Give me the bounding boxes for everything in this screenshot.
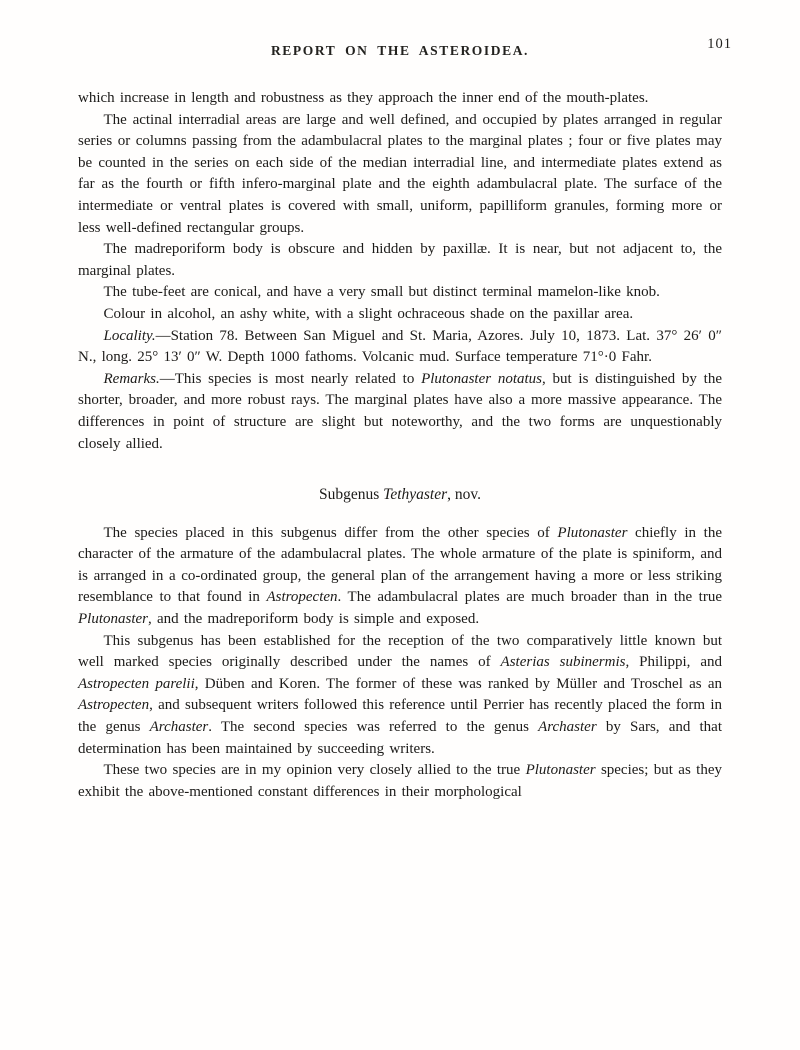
text-run: , Philippi, and: [625, 654, 722, 671]
italic-run: Archaster: [149, 719, 209, 736]
paragraph: [78, 304, 722, 326]
italic-run: Plutonaster: [525, 762, 596, 779]
paragraph: [78, 369, 722, 455]
text-run: , nov.: [447, 486, 482, 504]
page-body: [78, 88, 722, 803]
italic-run: Astropecten: [78, 697, 150, 714]
italic-run: Archaster: [538, 719, 597, 736]
paragraph: [78, 282, 722, 304]
text-run: species; but as they exhibit the above-mentioned constant differences in their morphological: [78, 762, 722, 800]
text-run: The actinal interradial areas are large and well defined, and occupied by plates arranged in regular series or columns passing from the adambulacral plates to the marginal plates ; four or five plates may be counted in the series on each side of the median interradial line, and intermediate plates extend as far as the fourth or fifth infero-marginal plate and the eighth adambulacral plate. The surface of the intermediate or ventral plates is covered with small, uniform, papilliform granules, forming more or less well-defined rectangular groups.: [78, 111, 722, 236]
italic-run: Asterias subinermis: [500, 654, 626, 671]
paragraph: [78, 326, 722, 369]
paragraph: [78, 523, 722, 631]
text-run: , Düben and Koren. The former of these was ranked by Müller and Troschel as an: [194, 675, 722, 692]
page-number: 101: [707, 36, 732, 52]
paragraph: [78, 239, 722, 282]
text-run: These two species are in my opinion very closely allied to the true: [103, 762, 526, 779]
paragraph: [78, 631, 722, 761]
italic-run: Astropecten parelii: [78, 675, 195, 692]
paragraph: [78, 88, 722, 110]
text-run: The tube-feet are conical, and have a very small but distinct terminal mamelon-like knob.: [103, 284, 660, 301]
text-run: which increase in length and robustness as they approach the inner end of the mouth-plates.: [78, 90, 649, 106]
italic-run: Plutonaster notatus: [421, 370, 543, 387]
text-run: Subgenus: [318, 486, 384, 504]
italic-run: Remarks.: [103, 370, 160, 387]
text-run: The madreporiform body is obscure and hidden by paxillæ. It is near, but not adjacent to, the marginal plates.: [78, 241, 722, 279]
text-run: The species placed in this subgenus differ from the other species of: [103, 524, 558, 541]
italic-run: Plutonaster: [78, 611, 148, 628]
italic-run: Astropecten: [266, 589, 338, 606]
text-run: chiefly in the character of the armature of the adambulacral plates. The whole armature of the plate is spiniform, and is arranged in a co-ordinated group, the general plan of the arrangement having a more or less striking resemblance to that found in: [78, 524, 722, 606]
text-run: , and the madreporiform body is simple and exposed.: [148, 611, 480, 628]
page-header: [78, 36, 732, 64]
paragraph: [78, 110, 722, 240]
italic-run: Tethyaster: [383, 486, 448, 504]
text-run: Colour in alcohol, an ashy white, with a slight ochraceous shade on the paxillar area.: [103, 305, 634, 322]
text-run: —Station 78. Between San Miguel and St. Maria, Azores. July 10, 1873. Lat. 37° 26′ 0″ N., long. 25° 13′ 0″ W. Depth 1000 fathoms. Volcanic mud. Surface temperature 71°·0 Fahr.: [78, 327, 722, 366]
text-run: , and subsequent writers followed this reference until Perrier has recently placed the form in the genus: [78, 697, 722, 736]
text-run: . The adambulacral plates are much broader than in the true: [337, 589, 722, 606]
italic-run: Plutonaster: [557, 524, 628, 541]
text-run: This subgenus has been established for the reception of the two comparatively little known but well marked species originally described under the names of: [78, 632, 722, 671]
text-run: . The second species was referred to the genus: [208, 719, 539, 736]
running-title: REPORT ON THE ASTEROIDEA.: [270, 43, 530, 58]
text-run: —This species is most nearly related to: [159, 370, 422, 387]
italic-run: Locality.: [103, 327, 156, 344]
section-heading: [78, 484, 722, 506]
text-run: , but is distinguished by the shorter, broader, and more robust rays. The marginal plates have also a more massive appearance. The differences in point of structure are slight but noteworthy, and the two forms are unquestionably closely allied.: [78, 370, 723, 452]
text-run: by Sars, and that determination has been maintained by succeeding writers.: [78, 719, 722, 757]
paragraph: [78, 760, 722, 803]
